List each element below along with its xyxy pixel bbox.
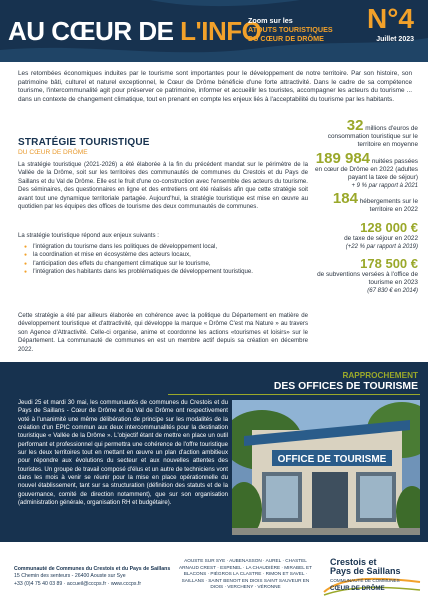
section-subtitle-strategy: DU CŒUR DE DRÔME	[18, 149, 88, 156]
key-figures	[314, 117, 418, 300]
photo-sign-text: OFFICE DE TOURISME	[277, 454, 387, 465]
footer-org-name: Communauté de Communes du Crestois et du Pays de Saillans	[14, 566, 171, 572]
tourist-office-photo	[232, 400, 420, 535]
stat-subsidies: 178 500 € de subventions versées à l'office de tourisme en 2023 (67 830 € en 2014)	[317, 255, 418, 295]
footer-address: 15 Chemin des senteurs - 26400 Aouste sur Sye	[14, 573, 126, 580]
list-item: ● l'intégration des habitants dans les problématiques de développement touristique.	[24, 268, 304, 276]
divider	[168, 394, 420, 395]
community-logo: Crestois et Pays de Saillans COMMUNAUTÉ DE COMMUNES CŒUR DE DRÔME	[320, 548, 424, 598]
department-paragraph: Cette stratégie a été par ailleurs élaborée en cohérence avec la politique du Département en matière de développement touristique et d'attractivité, qui développe la marque « Drôme C'est ma Nature » au travers son Agence d'Attractivité. Celle-ci organise, anime et coordonne les actions «tourismes et loisirs» sur le Département. La communauté de communes en est un membre actif depuis sa création en décembre 2022.	[18, 312, 308, 353]
issue-badge	[367, 4, 414, 43]
issue-date: Juillet 2023	[376, 36, 414, 43]
newsletter-title: AU CŒUR DE L'INFO	[8, 16, 262, 46]
strategy-paragraph: La stratégie touristique (2021-2026) a été élaborée à la fin du précédent mandat sur le périmètre de la Vallée de la Drôme, soit sur les territoires des communautés de communes du Crestois et du Pays de Saillans et du Val de Drôme. Elle est le fruit d'une co-construction avec l'ensemble des acteurs du tourisme. Des séminaires, des questionnaires en ligne et des entretiens ont été réalisés afin que cette stratégie soit avant tout une dynamique territoriale partagée. Aujourd'hui, la stratégie touristique est mise en œuvre au quotidien par les équipes des offices de tourisme des deux communautés de communes.	[18, 161, 308, 211]
strategy-issues-intro: La stratégie touristique répond aux enjeux suivants :	[18, 232, 159, 239]
footer-communes-list: AOUSTE SUR SYE · AUBENASSON · AUREL · CHASTEL ARNAUD CREST · ESPENEL · LA CHAUDIÈRE · MIRABEL ET BLACONS · PIÉGROS LA CLASTRE · RIMON ET SAVEL · SAILLANS · SAINT BENOIT EN DIOIS SAINT SAUVEUR EN DIOIS · VERCHENY · VÉRONNE	[179, 558, 312, 590]
list-item: ● l'intégration du tourisme dans les politiques de développement local,	[24, 243, 304, 251]
issue-number: N°4	[367, 3, 414, 34]
stat-consumption: 32 millions d'euros de consommation touristique sur le territoire en moyenne	[327, 117, 418, 149]
tourist-office-illustration	[232, 400, 420, 535]
issue-theme: Zoom sur les ATOUTS TOURISTIQUES DU CŒUR DE DRÔME	[248, 16, 333, 43]
section-title-rapprochement: DES OFFICES DE TOURISME	[273, 381, 418, 392]
list-item: ● la coordination et mise en écosystème des acteurs locaux,	[24, 251, 304, 259]
strategy-issues-list	[24, 243, 304, 276]
rapprochement-paragraph: Jeudi 25 et mardi 30 mai, les communautés de communes du Crestois et du Pays de Saillans - Cœur de Drôme et du Val de Drôme ont respectivement voté à l'unanimité une même délibération de principe sur les modalités de la création d'un EPIC commun aux deux intercommunalités pour la destination touristique « Vallée de la Drôme ». L'objectif étant de mettre en place un outil performant et professionnel qui permettra une cohérence de l'offre touristique sur les deux territoires tout en mettant en œuvre un plan d'action ambitieux pour répondre aux évolutions du secteur et aux nouvelles attentes des touristes. Un groupe de travail composé d'élus et un autre de techniciens vont dans les mois à venir se réunir pour la mise en place opérationnelle du nouvel établissement, tant sur sa structuration (définition des statuts et de la gouvernance, comité de direction notamment), que sur son organisation (administration générale, organisation RH et budgétaire).	[18, 399, 228, 507]
stat-accommodations: 184 hébergements sur le territoire en 2022	[332, 190, 418, 214]
intro-paragraph: Les retombées économiques induites par le tourisme sont importantes pour le développement de notre territoire. Par son histoire, son patrimoine bâti, culturel et naturel exceptionnel, le Cœur de Drôme bénéficie d'une forte attractivité. Dans le cadre de sa compétence tourisme, l'intercommunalité agit pour préserver ce patrimoine, informer et accueillir les touristes, accompagner les acteurs du tourisme ... dans un contexte de changement climatique, tout en prenant en compte les enjeux liés à l'acceptabilité du tourisme par les habitants.	[18, 70, 412, 104]
masthead-banner	[0, 0, 428, 62]
footer-contact-line[interactable]: +33 (0)4 75 40 03 89 · accueil@cccps.fr · www.cccps.fr	[14, 580, 142, 587]
section-kicker-rapprochement: RAPPROCHEMENT	[342, 371, 418, 380]
section-title-strategy: STRATÉGIE TOURISTIQUE	[18, 137, 150, 148]
footer-contact	[14, 566, 174, 588]
stat-overnight-stays: 189 984 nuitées passées en cœur de Drôme en 2022 (adultes payant la taxe de séjour) + 9 % par rapport à 2021	[314, 149, 418, 190]
stat-tourist-tax: 128 000 € de taxe de séjour en 2022 (+22 % par rapport à 2019)	[344, 219, 418, 250]
list-item: ● l'anticipation des effets du changement climatique sur le tourisme,	[24, 260, 304, 268]
